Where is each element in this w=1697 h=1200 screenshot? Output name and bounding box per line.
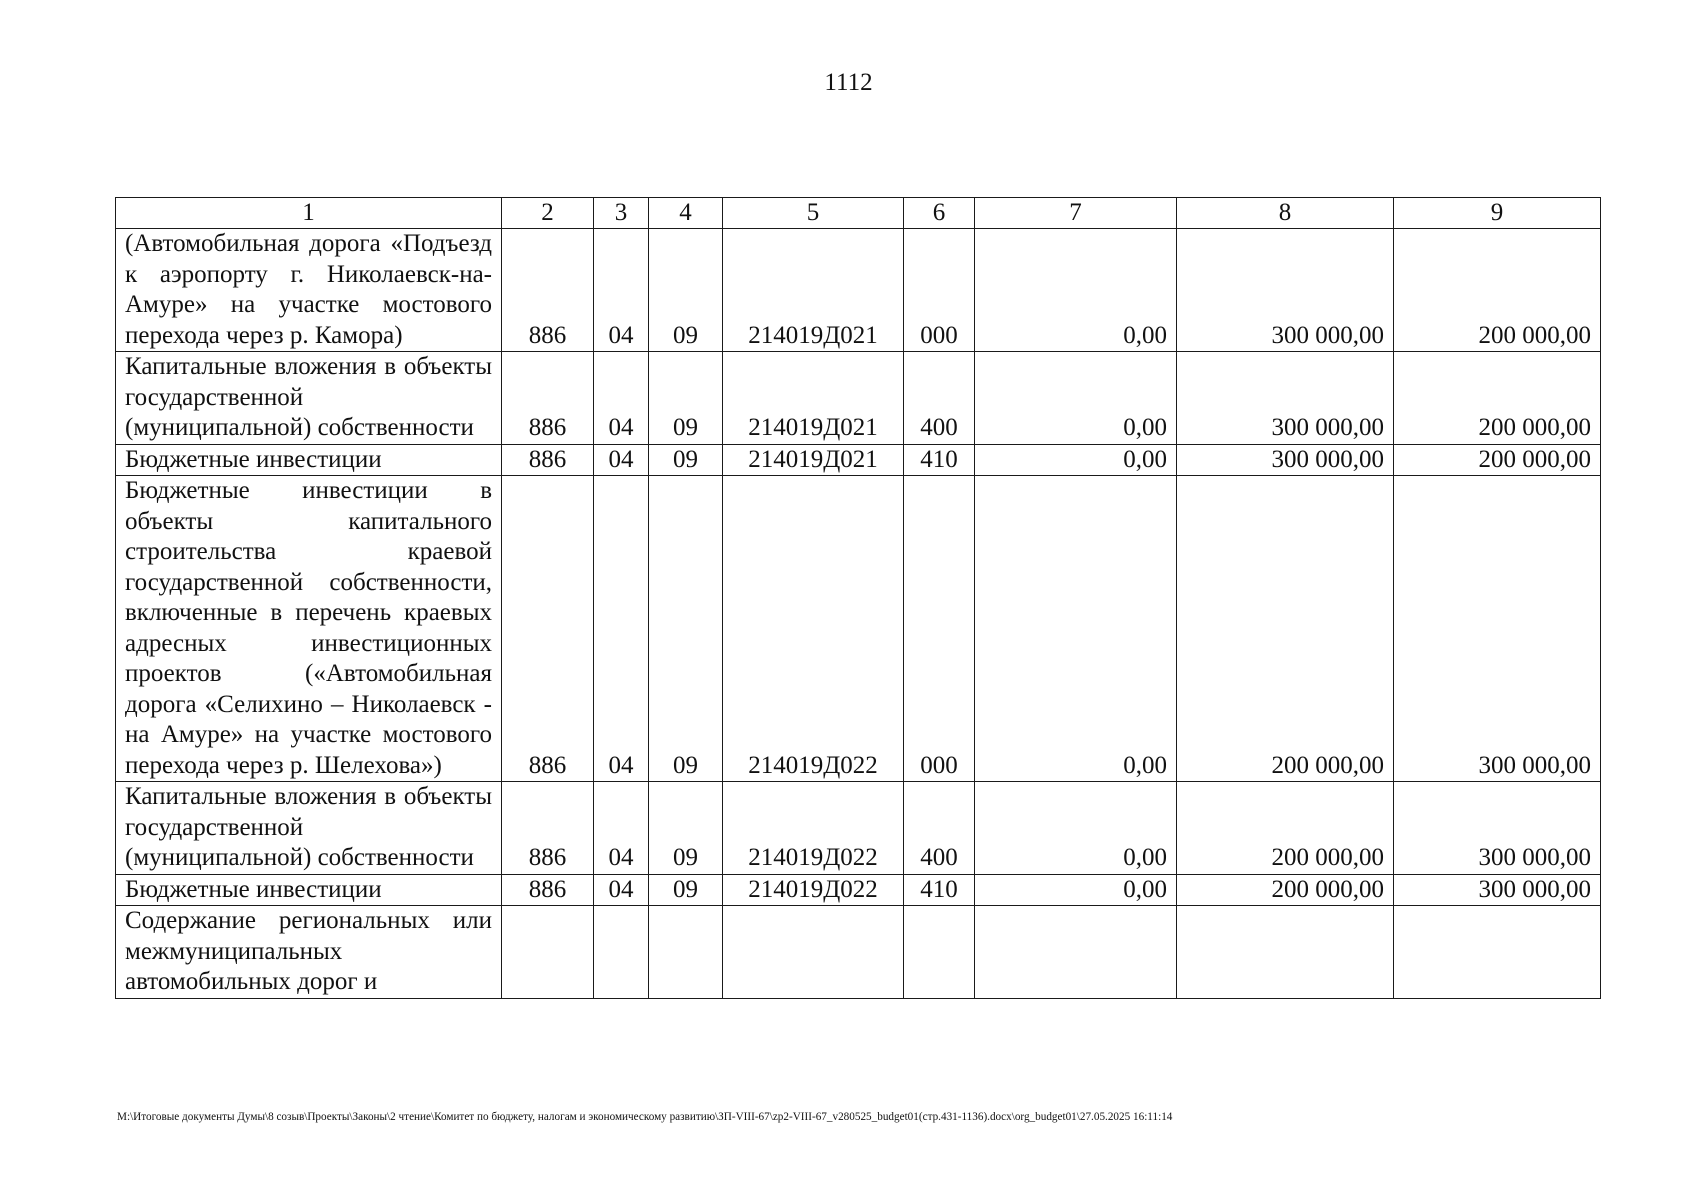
amount-col8-cell [1177, 906, 1394, 999]
amount-col7-cell: 0,00 [975, 444, 1177, 476]
amount-col9-cell: 300 000,00 [1394, 476, 1601, 782]
expense-type-cell [904, 906, 975, 999]
header-cell-3: 3 [594, 198, 649, 229]
amount-col8-cell: 200 000,00 [1177, 476, 1394, 782]
section-code-cell: 04 [594, 874, 649, 906]
amount-col7-cell: 0,00 [975, 229, 1177, 352]
header-cell-1: 1 [116, 198, 502, 229]
table-row [116, 874, 1601, 906]
table-row [116, 782, 1601, 875]
amount-col9-cell [1394, 906, 1601, 999]
amount-col8-cell: 200 000,00 [1177, 782, 1394, 875]
header-cell-2: 2 [502, 198, 594, 229]
amount-col7-cell: 0,00 [975, 782, 1177, 875]
subsection-code-cell: 09 [649, 874, 723, 906]
amount-col7-cell [975, 906, 1177, 999]
amount-col8-cell: 300 000,00 [1177, 352, 1394, 445]
amount-col9-cell: 200 000,00 [1394, 229, 1601, 352]
ministry-code-cell: 886 [502, 444, 594, 476]
row-name-cell: Капитальные вложения в объекты государственной (муниципальной) собственности [116, 352, 502, 445]
expense-type-cell: 410 [904, 444, 975, 476]
row-name-cell: Бюджетные инвестиции [116, 874, 502, 906]
table-row [116, 352, 1601, 445]
header-cell-8: 8 [1177, 198, 1394, 229]
amount-col7-cell: 0,00 [975, 352, 1177, 445]
row-name-cell: Бюджетные инвестиции в объекты капитального строительства краевой государственной собственности, включенные в перечень краевых адресных инвестиционных проектов («Автомобильная дорога «Селихино – Николаевск - на Амуре» на участке мостового перехода через р. Шелехова») [116, 476, 502, 782]
amount-col9-cell: 300 000,00 [1394, 874, 1601, 906]
target-article-cell: 214019Д022 [723, 476, 904, 782]
expense-type-cell: 410 [904, 874, 975, 906]
ministry-code-cell [502, 906, 594, 999]
ministry-code-cell: 886 [502, 476, 594, 782]
amount-col8-cell: 300 000,00 [1177, 444, 1394, 476]
section-code-cell: 04 [594, 782, 649, 875]
ministry-code-cell: 886 [502, 782, 594, 875]
header-cell-9: 9 [1394, 198, 1601, 229]
subsection-code-cell: 09 [649, 352, 723, 445]
expense-type-cell: 000 [904, 229, 975, 352]
expense-type-cell: 000 [904, 476, 975, 782]
target-article-cell [723, 906, 904, 999]
row-name-cell: Капитальные вложения в объекты государственной (муниципальной) собственности [116, 782, 502, 875]
subsection-code-cell: 09 [649, 444, 723, 476]
table-row [116, 476, 1601, 782]
section-code-cell: 04 [594, 476, 649, 782]
target-article-cell: 214019Д021 [723, 229, 904, 352]
header-cell-4: 4 [649, 198, 723, 229]
target-article-cell: 214019Д022 [723, 782, 904, 875]
page-number: 1112 [824, 69, 873, 96]
amount-col9-cell: 200 000,00 [1394, 352, 1601, 445]
ministry-code-cell: 886 [502, 229, 594, 352]
header-cell-7: 7 [975, 198, 1177, 229]
section-code-cell: 04 [594, 444, 649, 476]
target-article-cell: 214019Д021 [723, 352, 904, 445]
subsection-code-cell: 09 [649, 782, 723, 875]
row-name-cell: (Автомобильная дорога «Подъезд к аэропорту г. Николаевск-на-Амуре» на участке мостового перехода через р. Камора) [116, 229, 502, 352]
row-name-cell: Бюджетные инвестиции [116, 444, 502, 476]
amount-col9-cell: 300 000,00 [1394, 782, 1601, 875]
section-code-cell [594, 906, 649, 999]
amount-col7-cell: 0,00 [975, 874, 1177, 906]
document-path-footer: M:\Итоговые документы Думы\8 созыв\Проекты\Законы\2 чтение\Комитет по бюджету, налогам и экономическому развитию\ЗП-VIII-67\zp2-VIII-67_v280525_budget01(стр.431-1136).docx\org_budget01\27.05.2025 16:11:14 [117, 1111, 1173, 1123]
section-code-cell: 04 [594, 352, 649, 445]
expense-type-cell: 400 [904, 782, 975, 875]
header-cell-5: 5 [723, 198, 904, 229]
ministry-code-cell: 886 [502, 352, 594, 445]
expense-type-cell: 400 [904, 352, 975, 445]
target-article-cell: 214019Д021 [723, 444, 904, 476]
amount-col9-cell: 200 000,00 [1394, 444, 1601, 476]
subsection-code-cell: 09 [649, 229, 723, 352]
table-row [116, 906, 1601, 999]
section-code-cell: 04 [594, 229, 649, 352]
row-name-cell: Содержание региональных или межмуниципальных автомобильных дорог и [116, 906, 502, 999]
subsection-code-cell [649, 906, 723, 999]
amount-col8-cell: 300 000,00 [1177, 229, 1394, 352]
amount-col8-cell: 200 000,00 [1177, 874, 1394, 906]
table-row [116, 229, 1601, 352]
header-cell-6: 6 [904, 198, 975, 229]
table-row [116, 444, 1601, 476]
amount-col7-cell: 0,00 [975, 476, 1177, 782]
ministry-code-cell: 886 [502, 874, 594, 906]
table-header-row [116, 198, 1601, 229]
target-article-cell: 214019Д022 [723, 874, 904, 906]
subsection-code-cell: 09 [649, 476, 723, 782]
budget-table [115, 197, 1601, 999]
